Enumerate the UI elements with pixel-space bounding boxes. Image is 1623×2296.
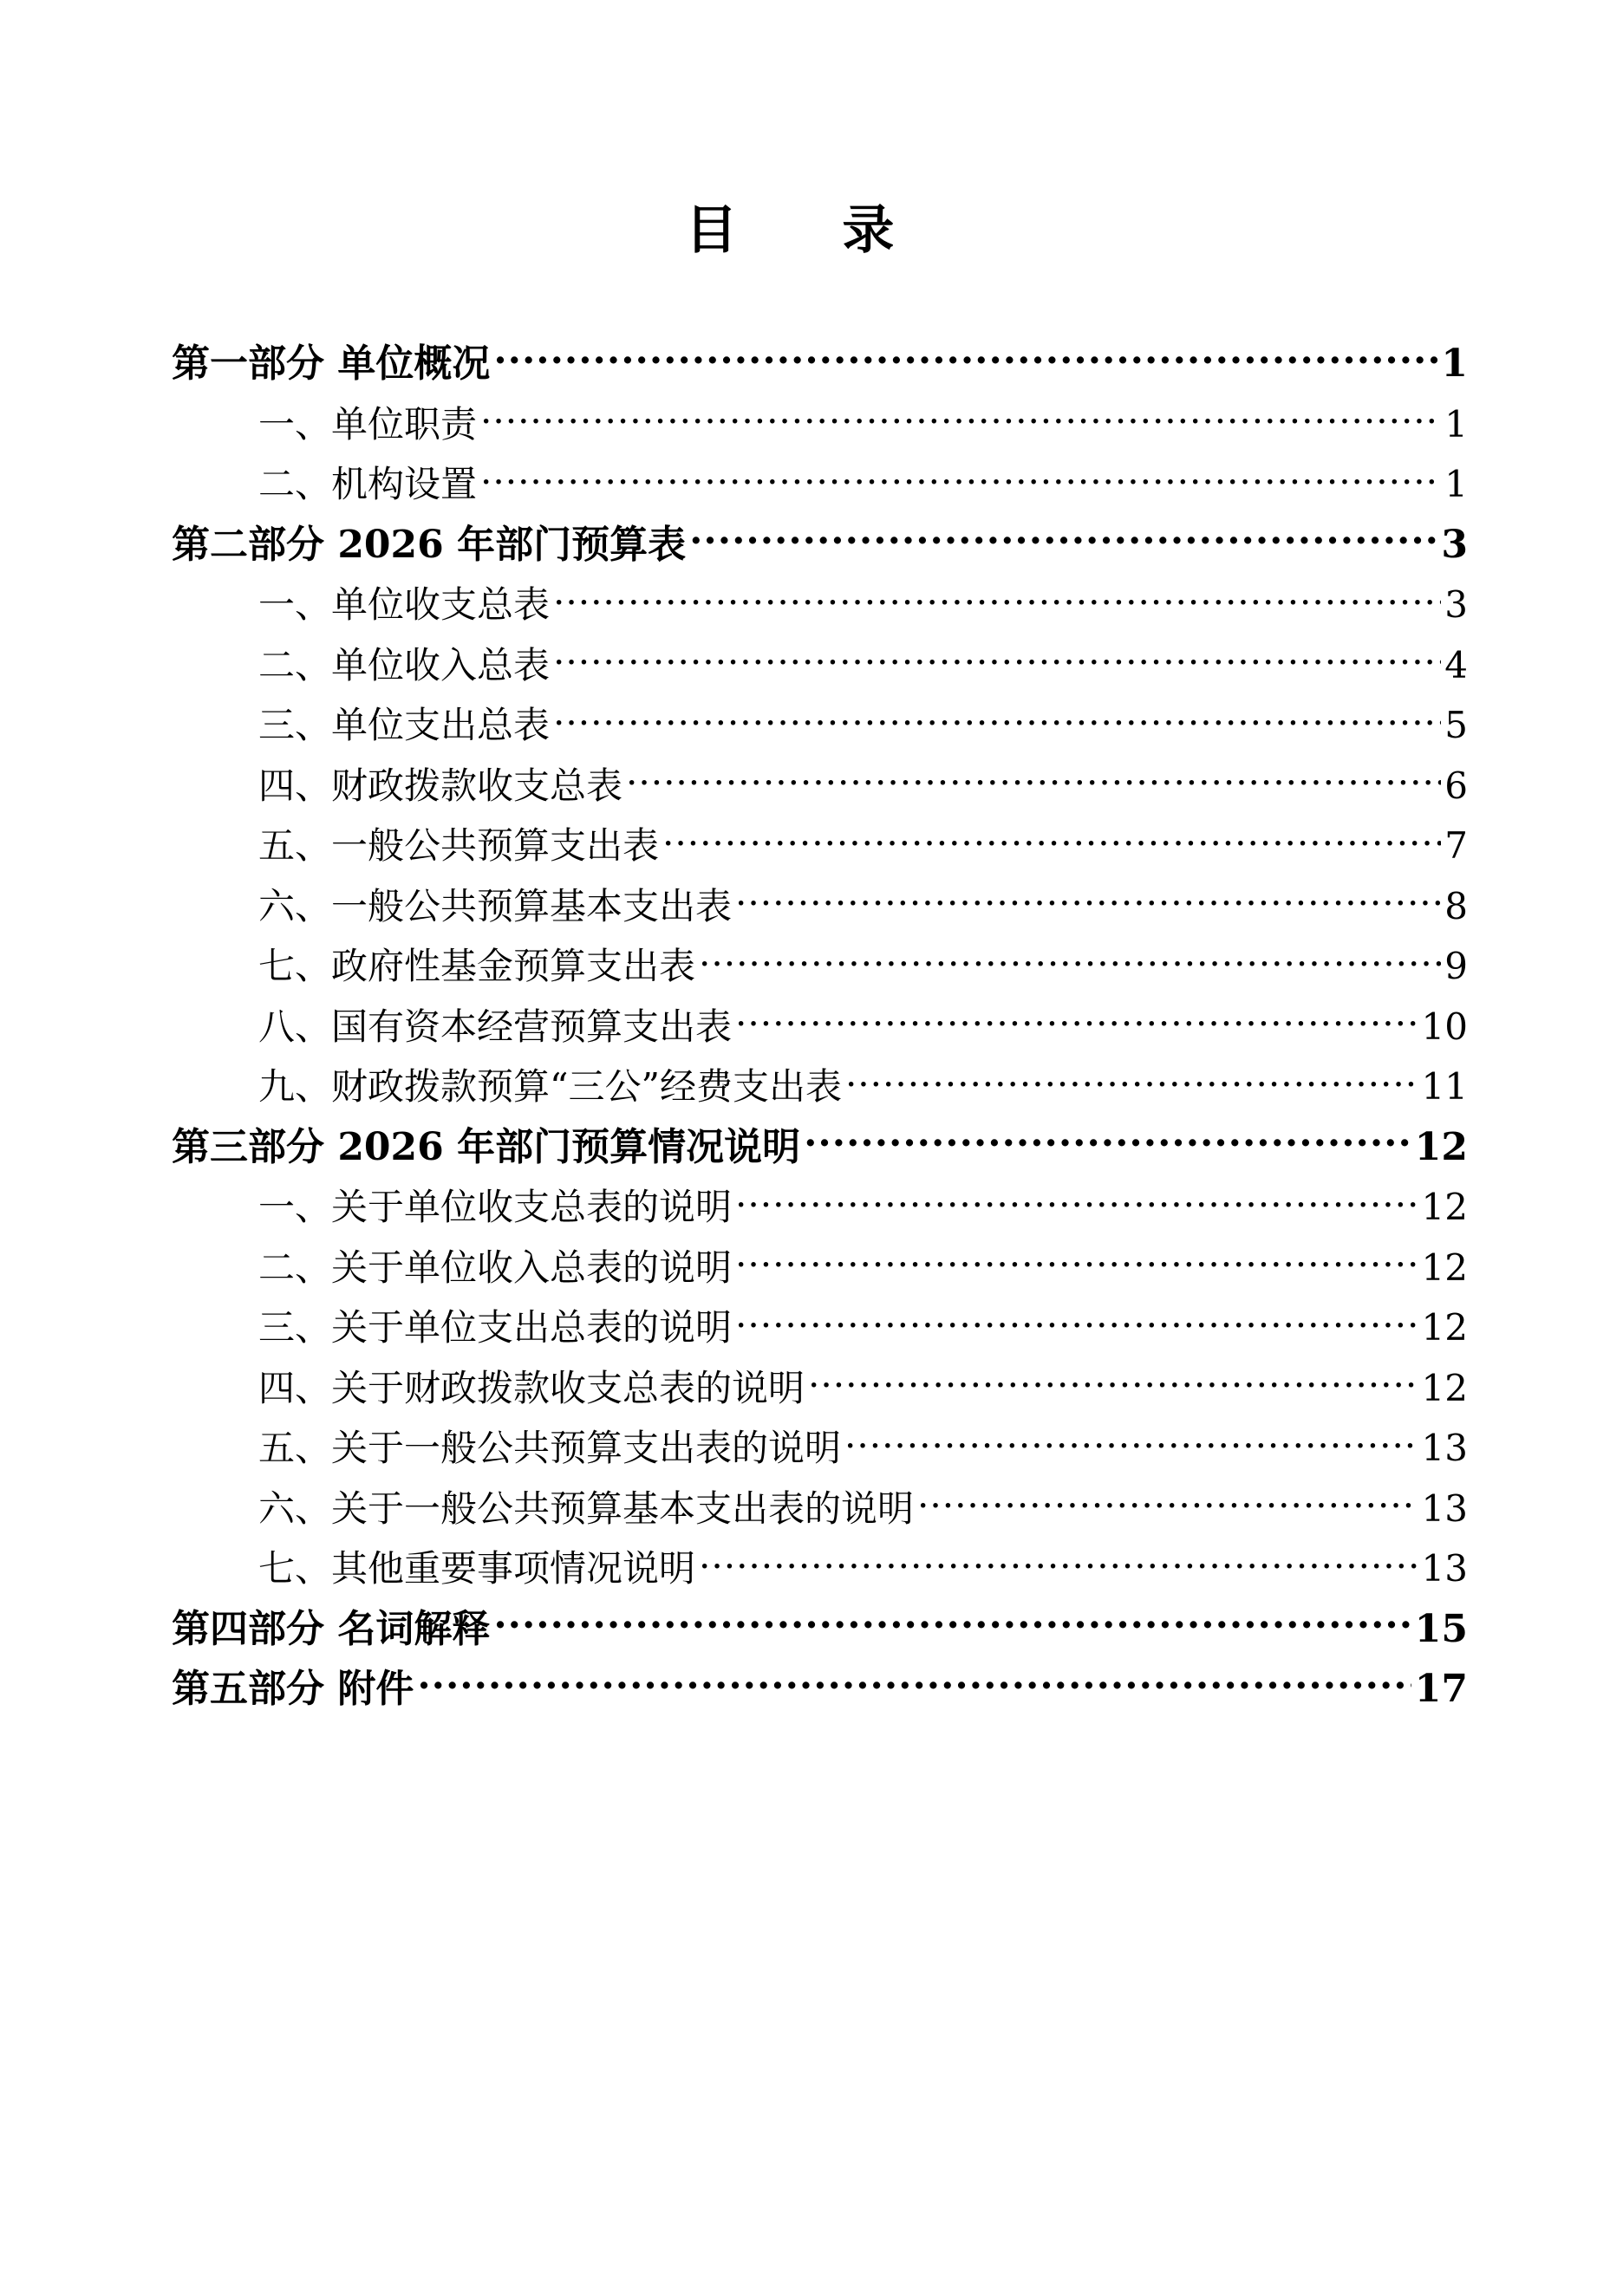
toc-page-number: 13 <box>1421 1427 1468 1469</box>
toc-sub-entry[interactable] <box>172 756 1468 816</box>
toc-sub-entry[interactable] <box>172 1538 1468 1599</box>
toc-page-number: 12 <box>1421 1186 1468 1228</box>
toc-sub-entry[interactable] <box>172 1479 1468 1539</box>
toc-page-number: 4 <box>1444 643 1468 686</box>
toc-sub-entry[interactable] <box>172 1298 1468 1358</box>
toc-sub-entry[interactable] <box>172 695 1468 756</box>
toc-sub-entry[interactable] <box>172 575 1468 635</box>
toc-entry-label: 五、关于一般公共预算支出表的说明 <box>258 1427 842 1469</box>
toc-entry-label: 五、一般公共预算支出表 <box>258 824 660 867</box>
toc-dot-leader <box>804 1122 1411 1160</box>
toc-part-entry[interactable] <box>172 334 1468 394</box>
toc-sub-entry[interactable] <box>172 876 1468 937</box>
toc-sub-entry[interactable] <box>172 454 1468 515</box>
toc-page-number: 1 <box>1444 463 1468 505</box>
toc-part-entry[interactable] <box>172 515 1468 576</box>
toc-dot-leader <box>735 1003 1418 1039</box>
toc-page-number: 1 <box>1441 341 1468 386</box>
toc-sub-entry[interactable] <box>172 1177 1468 1238</box>
toc-entry-label: 二、关于单位收入总表的说明 <box>258 1246 733 1289</box>
toc-dot-leader <box>417 1663 1411 1701</box>
toc-page-number: 8 <box>1444 884 1468 927</box>
toc-page-number: 12 <box>1414 1124 1468 1169</box>
toc-dot-leader <box>553 581 1441 617</box>
toc-page-number: 9 <box>1444 945 1468 987</box>
toc-entry-label: 九、财政拨款预算“三公”经费支出表 <box>258 1065 842 1108</box>
toc-sub-entry[interactable] <box>172 1358 1468 1419</box>
toc-page-number: 11 <box>1421 1065 1468 1108</box>
toc-part-entry[interactable] <box>172 1599 1468 1660</box>
toc-dot-leader <box>493 338 1437 376</box>
toc-page-number: 12 <box>1421 1306 1468 1349</box>
toc-sub-entry[interactable] <box>172 1238 1468 1298</box>
toc-page-number: 3 <box>1444 583 1468 626</box>
toc-page-number: 7 <box>1444 824 1468 867</box>
toc-dot-leader <box>689 519 1437 557</box>
toc-entry-label: 七、政府性基金预算支出表 <box>258 945 696 987</box>
toc-entry-label: 第三部分 2026 年部门预算情况说明 <box>172 1124 801 1169</box>
toc-dot-leader <box>845 1063 1418 1099</box>
table-of-contents <box>172 334 1468 1720</box>
toc-page-number: 17 <box>1414 1667 1468 1711</box>
toc-sub-entry[interactable] <box>172 936 1468 997</box>
toc-dot-leader <box>493 1603 1411 1642</box>
toc-entry-label: 一、单位职责 <box>258 402 478 446</box>
toc-page-number: 13 <box>1421 1486 1468 1530</box>
toc-dot-leader <box>735 1304 1418 1340</box>
toc-sub-entry[interactable] <box>172 816 1468 876</box>
toc-page-number: 12 <box>1421 1246 1468 1289</box>
toc-sub-entry[interactable] <box>172 997 1468 1057</box>
toc-page-number: 15 <box>1414 1606 1468 1651</box>
toc-dot-leader <box>844 1424 1418 1460</box>
toc-entry-label: 第四部分 名词解释 <box>172 1606 491 1651</box>
toc-dot-leader <box>553 701 1441 738</box>
toc-entry-label: 三、关于单位支出总表的说明 <box>258 1306 733 1349</box>
toc-sub-entry[interactable] <box>172 1418 1468 1479</box>
toc-part-entry[interactable] <box>172 1117 1468 1178</box>
toc-entry-label: 七、其他重要事项情况说明 <box>258 1547 696 1590</box>
toc-entry-label: 八、国有资本经营预算支出表 <box>258 1005 733 1048</box>
toc-entry-label: 第五部分 附件 <box>172 1667 414 1711</box>
toc-dot-leader <box>699 942 1441 979</box>
toc-entry-label: 六、一般公共预算基本支出表 <box>258 884 733 927</box>
toc-dot-leader <box>808 1364 1418 1401</box>
toc-page-number: 10 <box>1421 1005 1468 1048</box>
toc-page-number: 6 <box>1444 764 1468 807</box>
toc-page-number: 3 <box>1441 522 1468 567</box>
toc-dot-leader <box>626 762 1441 798</box>
toc-entry-label: 第二部分 2026 年部门预算表 <box>172 522 687 567</box>
toc-entry-label: 三、单位支出总表 <box>258 704 551 746</box>
toc-page-number: 13 <box>1421 1547 1468 1590</box>
toc-dot-leader <box>917 1485 1418 1521</box>
toc-sub-entry[interactable] <box>172 635 1468 696</box>
toc-entry-label: 二、单位收入总表 <box>258 643 551 686</box>
toc-page-number: 1 <box>1444 402 1468 446</box>
toc-dot-leader <box>480 400 1441 437</box>
toc-dot-leader <box>480 460 1441 497</box>
toc-sub-entry[interactable] <box>172 1057 1468 1117</box>
toc-entry-label: 六、关于一般公共预算基本支出表的说明 <box>258 1486 915 1530</box>
toc-dot-leader <box>735 882 1441 919</box>
toc-entry-label: 第一部分 单位概况 <box>172 341 491 386</box>
toc-entry-label: 一、关于单位收支总表的说明 <box>258 1186 733 1228</box>
toc-page-number: 5 <box>1444 704 1468 746</box>
toc-page-number: 12 <box>1421 1366 1468 1409</box>
toc-entry-label: 四、财政拨款收支总表 <box>258 764 623 807</box>
toc-dot-leader <box>553 641 1441 678</box>
toc-entry-label: 二、机构设置 <box>258 463 478 505</box>
toc-entry-label: 四、关于财政拨款收支总表的说明 <box>258 1366 805 1409</box>
toc-dot-leader <box>735 1183 1418 1220</box>
toc-part-entry[interactable] <box>172 1659 1468 1720</box>
toc-dot-leader <box>735 1244 1418 1280</box>
toc-sub-entry[interactable] <box>172 394 1468 455</box>
toc-dot-leader <box>699 1545 1418 1581</box>
toc-dot-leader <box>662 822 1441 858</box>
toc-entry-label: 一、单位收支总表 <box>258 583 551 626</box>
toc-title: 目 录 <box>685 200 938 261</box>
